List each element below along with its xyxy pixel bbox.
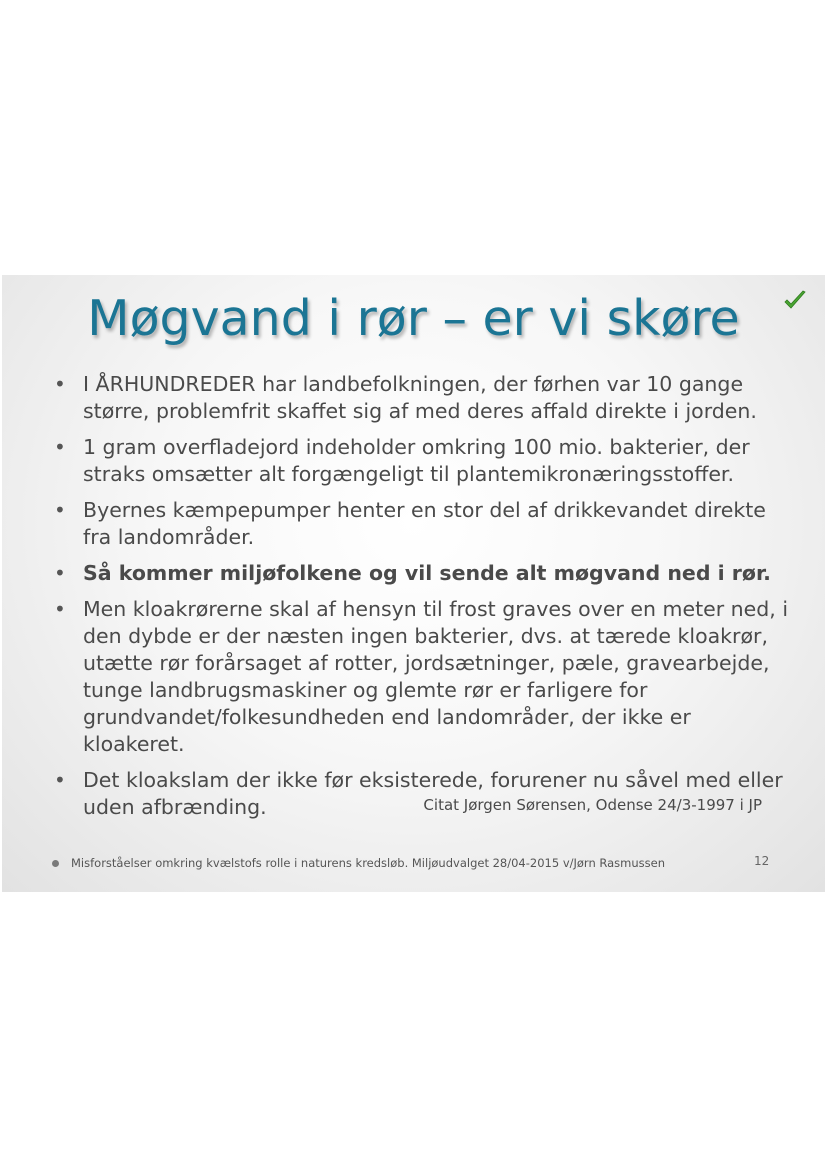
bullet-item: [52, 596, 792, 758]
page-number: 12: [754, 854, 770, 868]
bullet-dot-icon: •: [54, 435, 66, 459]
checkmark-icon: [782, 288, 808, 314]
bullet-text: 1 gram overfladejord indeholder omkring 100 mio. bakterier, der straks omsætter alt forgængeligt til plantemikronæringsstoffer.: [83, 435, 750, 486]
slide: [2, 275, 825, 892]
bullet-item: [52, 767, 792, 821]
slide-footer: [52, 856, 665, 870]
bullet-dot-icon: •: [54, 597, 66, 621]
bullet-dot-icon: •: [54, 372, 66, 396]
bullet-item: [52, 434, 792, 488]
bullet-text: Så kommer miljøfolkene og vil sende alt møgvand ned i rør.: [83, 561, 771, 585]
bullet-text: I ÅRHUNDREDER har landbefolkningen, der førhen var 10 gange større, problemfrit skaffet sig af med deres affald direkte i jorden.: [83, 372, 757, 423]
bullet-item: [52, 497, 792, 551]
bullet-item: [52, 560, 792, 587]
bullet-dot-icon: •: [54, 561, 66, 585]
bullet-item: [52, 371, 792, 425]
bullet-text: Byernes kæmpepumper henter en stor del af drikkevandet direkte fra landområder.: [83, 498, 766, 549]
bullet-list: [52, 371, 792, 830]
bullet-dot-icon: •: [54, 768, 66, 792]
footer-dot-icon: [52, 860, 59, 867]
bullet-text: Men kloakrørerne skal af hensyn til frost graves over en meter ned, i den dybde er der næsten ingen bakterier, dvs. at tærede kloakrør, utætte rør forårsaget af rotter, jordsætninger, pæle, gravearbejde, tunge landbrugsmaskiner og glemte rør er farligere for grundvandet/folkesundheden end landområder, der ikke er kloakeret.: [83, 597, 789, 756]
bullet-text: Det kloakslam der ikke før eksisterede, forurener nu såvel med eller uden afbrænding.: [83, 768, 783, 819]
slide-title: Møgvand i rør – er vi skøre: [87, 290, 740, 347]
bullet-dot-icon: •: [54, 498, 66, 522]
citation: Citat Jørgen Sørensen, Odense 24/3-1997 i JP: [423, 796, 762, 814]
footer-text: Misforståelser omkring kvælstofs rolle i naturens kredsløb. Miljøudvalget 28/04-2015 v/Jørn Rasmussen: [71, 856, 666, 870]
